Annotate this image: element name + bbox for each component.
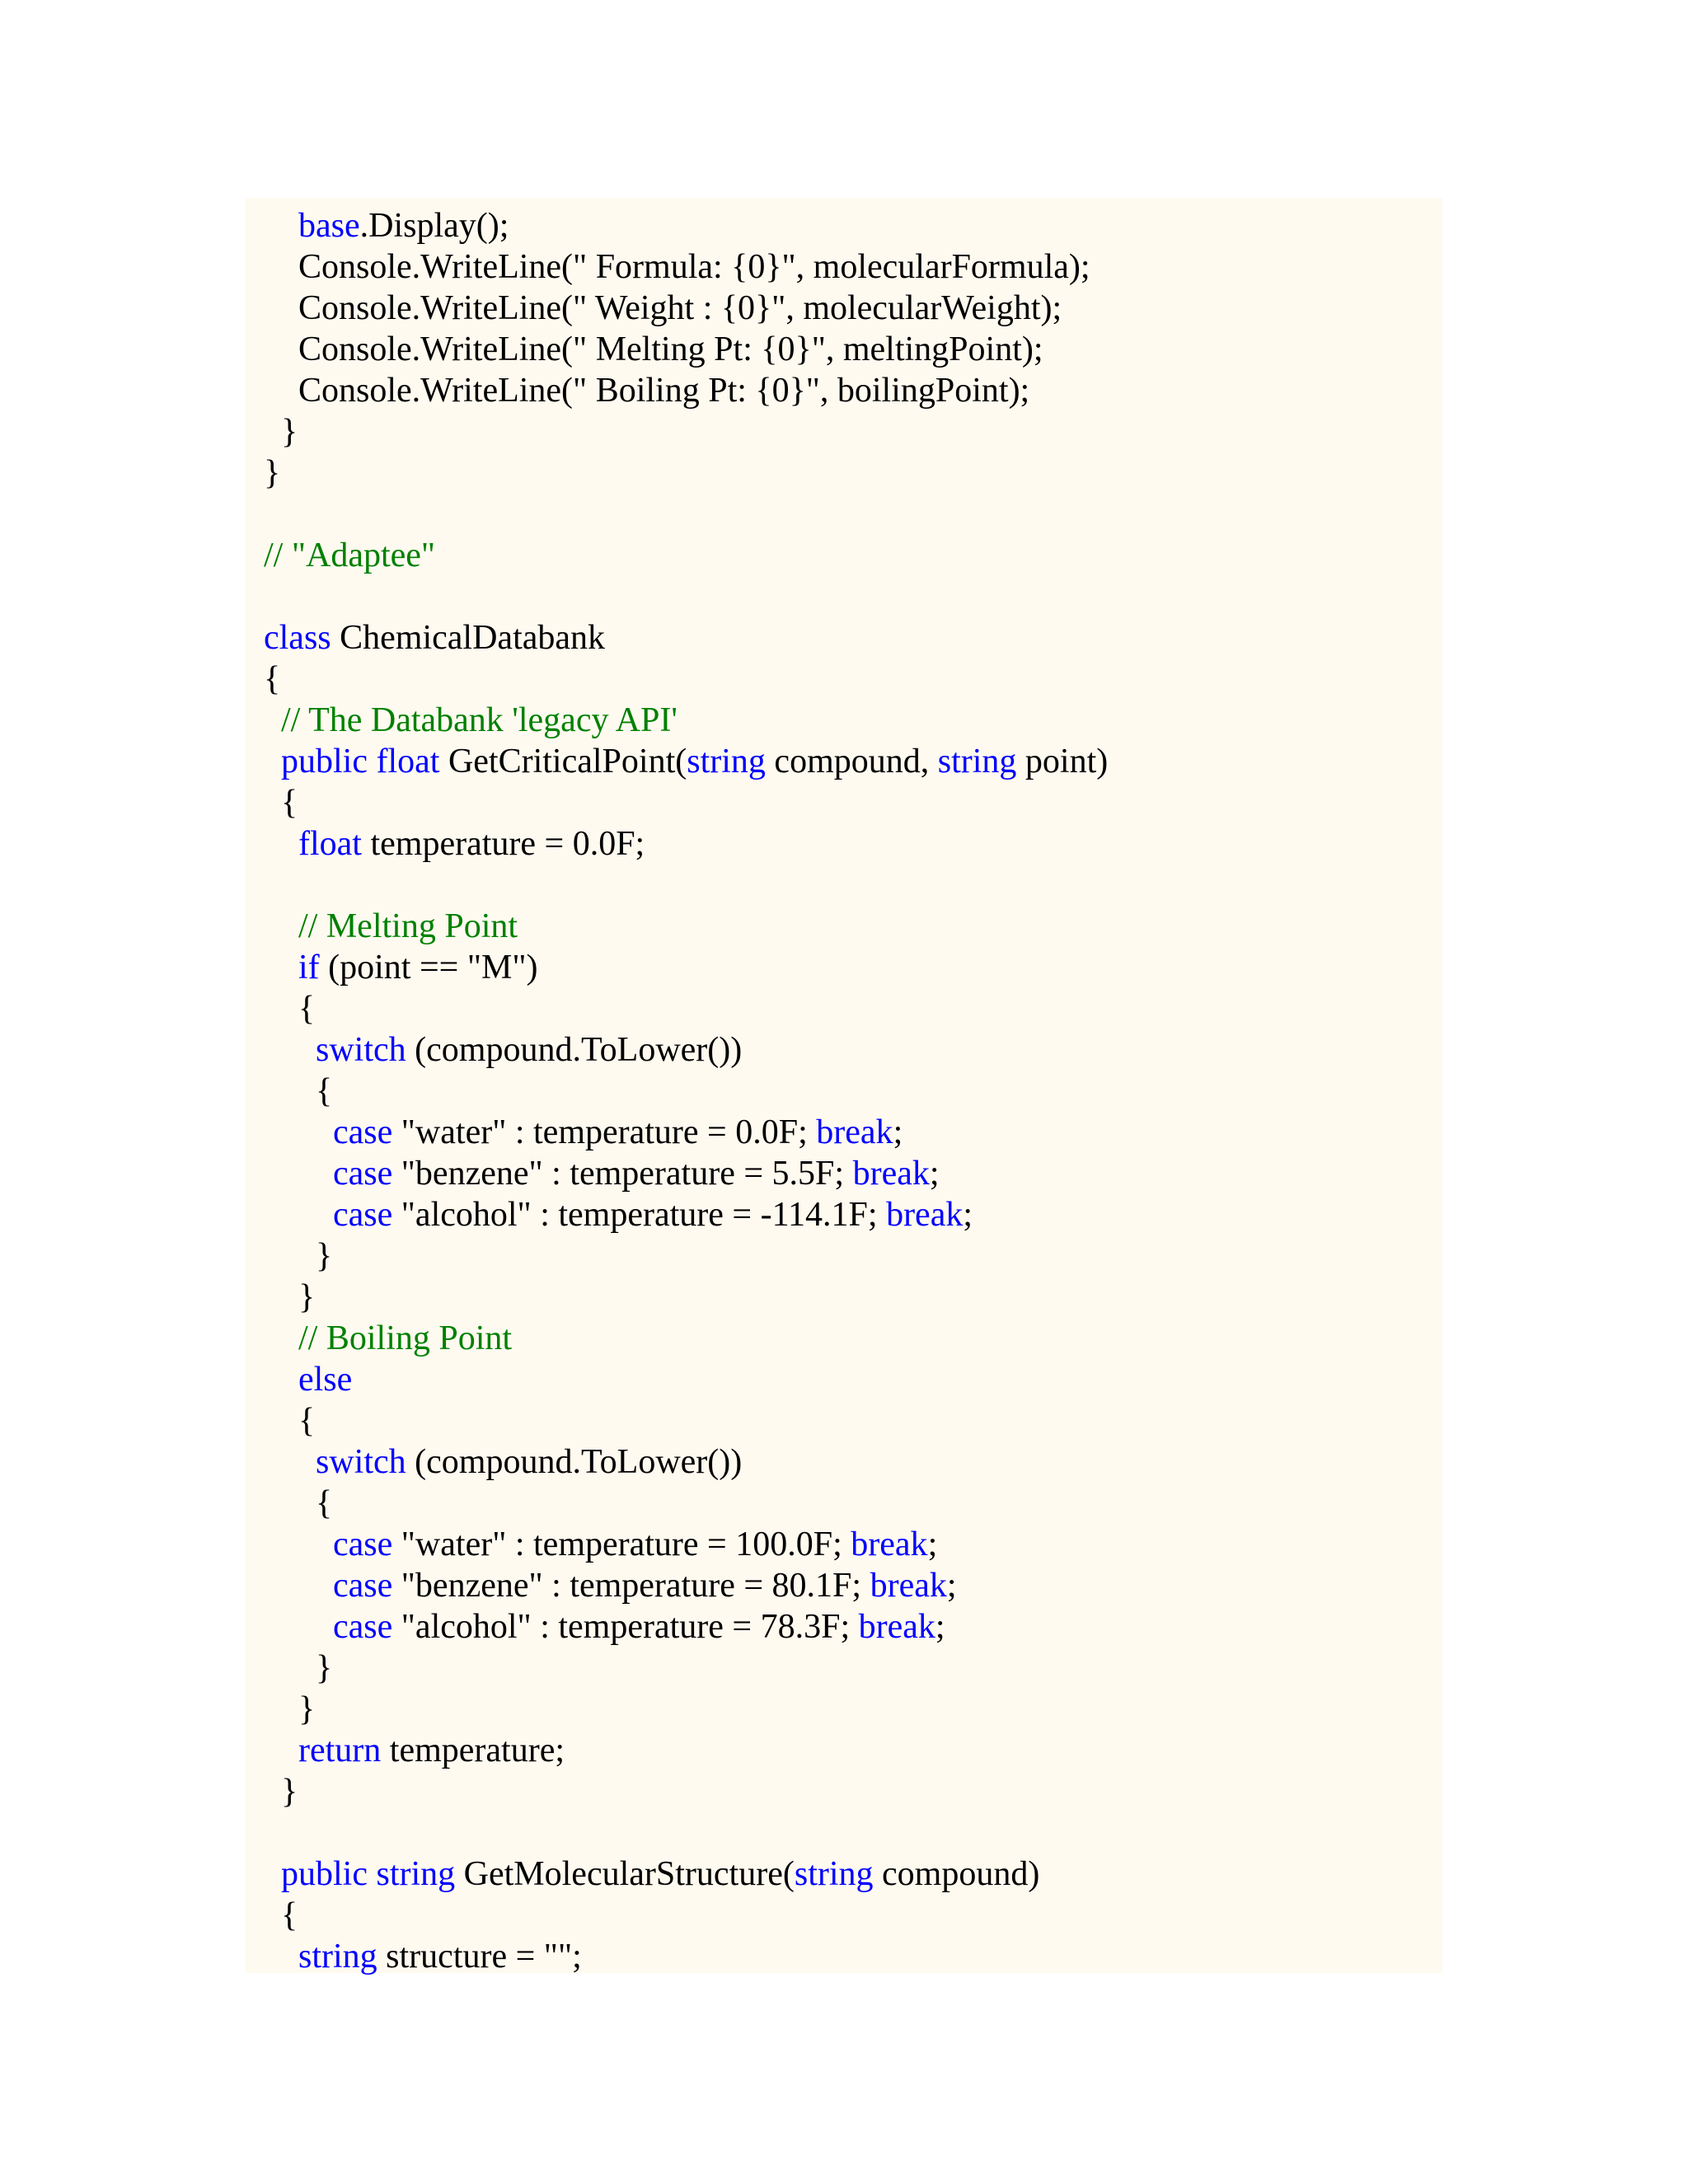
code-text: Console.WriteLine(" Formula: {0}", molecularFormula); — [298, 248, 1090, 286]
code-line — [298, 329, 1043, 370]
code-comment: // Melting Point — [298, 907, 518, 945]
code-keyword: case — [333, 1155, 393, 1193]
code-line — [298, 1359, 352, 1400]
code-line — [298, 1689, 315, 1730]
code-line — [264, 617, 605, 658]
code-comment: // "Adaptee" — [264, 537, 436, 574]
code-line — [281, 1771, 298, 1812]
code-line — [281, 700, 678, 741]
code-text: } — [316, 1649, 333, 1687]
code-line — [298, 370, 1029, 411]
code-keyword: break — [816, 1113, 893, 1151]
code-text: GetMolecularStructure( — [455, 1855, 795, 1893]
code-line — [298, 1730, 565, 1771]
code-text: point) — [1016, 743, 1109, 780]
code-text: { — [316, 1484, 333, 1522]
code-text: GetCriticalPoint( — [439, 743, 687, 780]
code-text: ; — [893, 1113, 903, 1151]
code-keyword: case — [333, 1608, 393, 1646]
code-line — [298, 906, 518, 947]
code-line — [316, 1647, 332, 1689]
code-keyword: break — [870, 1567, 947, 1605]
code-text: } — [281, 413, 298, 451]
code-text: { — [298, 1402, 316, 1440]
code-text: { — [298, 990, 316, 1028]
code-line — [333, 1524, 937, 1565]
code-line — [298, 947, 537, 988]
code-text: ; — [929, 1155, 940, 1193]
code-keyword: break — [852, 1155, 930, 1193]
code-line — [298, 1936, 582, 1977]
code-keyword: base — [298, 207, 360, 245]
code-line — [333, 1153, 940, 1194]
code-keyword: switch — [316, 1031, 406, 1069]
code-line — [264, 452, 280, 494]
code-text: structure = ""; — [377, 1938, 582, 1975]
code-line — [264, 658, 280, 700]
code-line — [281, 1895, 298, 1936]
code-line — [281, 1854, 1039, 1895]
code-text: { — [281, 1896, 298, 1934]
code-text: } — [264, 454, 281, 492]
code-line — [316, 1483, 332, 1524]
code-lines — [246, 198, 1442, 1973]
code-keyword: else — [298, 1361, 353, 1399]
code-line — [281, 411, 298, 452]
code-text: ; — [946, 1567, 957, 1605]
code-keyword: string — [298, 1938, 377, 1975]
code-text: temperature; — [381, 1732, 565, 1769]
code-text: (point == "M") — [319, 949, 538, 987]
code-keyword: float — [298, 825, 362, 863]
code-keyword: return — [298, 1732, 382, 1769]
code-text: (compound.ToLower()) — [406, 1031, 743, 1069]
code-line — [333, 1194, 973, 1235]
code-keyword: break — [858, 1608, 935, 1646]
code-text: ; — [963, 1196, 973, 1234]
code-line — [316, 1029, 742, 1071]
code-line — [333, 1112, 903, 1153]
code-keyword: case — [333, 1196, 393, 1234]
code-line — [298, 823, 645, 865]
code-keyword: if — [298, 949, 320, 987]
code-text — [368, 1855, 377, 1893]
code-keyword: string — [794, 1855, 874, 1893]
code-text: ; — [935, 1608, 945, 1646]
code-text: ChemicalDatabank — [331, 619, 606, 657]
code-line — [298, 1318, 512, 1359]
code-keyword: case — [333, 1526, 393, 1563]
code-text: ; — [927, 1526, 938, 1563]
code-keyword: break — [886, 1196, 964, 1234]
code-keyword: class — [264, 619, 331, 657]
code-line — [298, 246, 1090, 288]
code-keyword: case — [333, 1567, 393, 1605]
code-line — [298, 1400, 315, 1441]
code-text: Console.WriteLine(" Weight : {0}", molecularWeight); — [298, 289, 1062, 327]
code-line — [333, 1565, 957, 1606]
code-line — [298, 1277, 315, 1318]
code-text: "alcohol" : temperature = 78.3F; — [392, 1608, 859, 1646]
code-line — [281, 782, 298, 823]
code-text: "benzene" : temperature = 80.1F; — [392, 1567, 870, 1605]
code-line — [298, 288, 1062, 329]
code-text: { — [316, 1072, 333, 1110]
code-text: Console.WriteLine(" Melting Pt: {0}", meltingPoint); — [298, 330, 1043, 368]
code-keyword: public — [281, 1855, 368, 1893]
code-text: } — [281, 1773, 298, 1811]
code-text: { — [264, 660, 281, 698]
code-text: .Display(); — [359, 207, 509, 245]
code-line — [264, 535, 435, 576]
code-keyword: string — [376, 1855, 456, 1893]
code-listing — [246, 198, 1442, 1973]
code-text: Console.WriteLine(" Boiling Pt: {0}", boilingPoint); — [298, 372, 1030, 410]
code-comment: // The Databank 'legacy API' — [281, 701, 678, 739]
code-text: } — [298, 1690, 316, 1728]
code-text: } — [316, 1237, 333, 1275]
code-keyword: public — [281, 743, 368, 780]
code-text: compound) — [873, 1855, 1040, 1893]
code-text: compound, — [765, 743, 938, 780]
code-text: "alcohol" : temperature = -114.1F; — [392, 1196, 887, 1234]
code-text: "water" : temperature = 0.0F; — [392, 1113, 817, 1151]
code-comment: // Boiling Point — [298, 1319, 513, 1357]
code-text: { — [281, 784, 298, 822]
code-text: "water" : temperature = 100.0F; — [392, 1526, 851, 1563]
code-text — [368, 743, 377, 780]
code-keyword: string — [937, 743, 1017, 780]
code-keyword: switch — [316, 1443, 406, 1481]
code-keyword: string — [687, 743, 766, 780]
code-keyword: break — [851, 1526, 928, 1563]
code-keyword: float — [376, 743, 440, 780]
code-line — [316, 1071, 332, 1112]
code-keyword: case — [333, 1113, 393, 1151]
code-line — [298, 205, 509, 246]
code-line — [316, 1235, 332, 1277]
code-text: "benzene" : temperature = 5.5F; — [392, 1155, 853, 1193]
code-line — [298, 988, 315, 1029]
code-text: (compound.ToLower()) — [406, 1443, 743, 1481]
code-line — [333, 1606, 945, 1647]
code-line — [281, 741, 1108, 782]
code-text: } — [298, 1278, 316, 1316]
code-line — [316, 1441, 742, 1483]
code-text: temperature = 0.0F; — [361, 825, 645, 863]
